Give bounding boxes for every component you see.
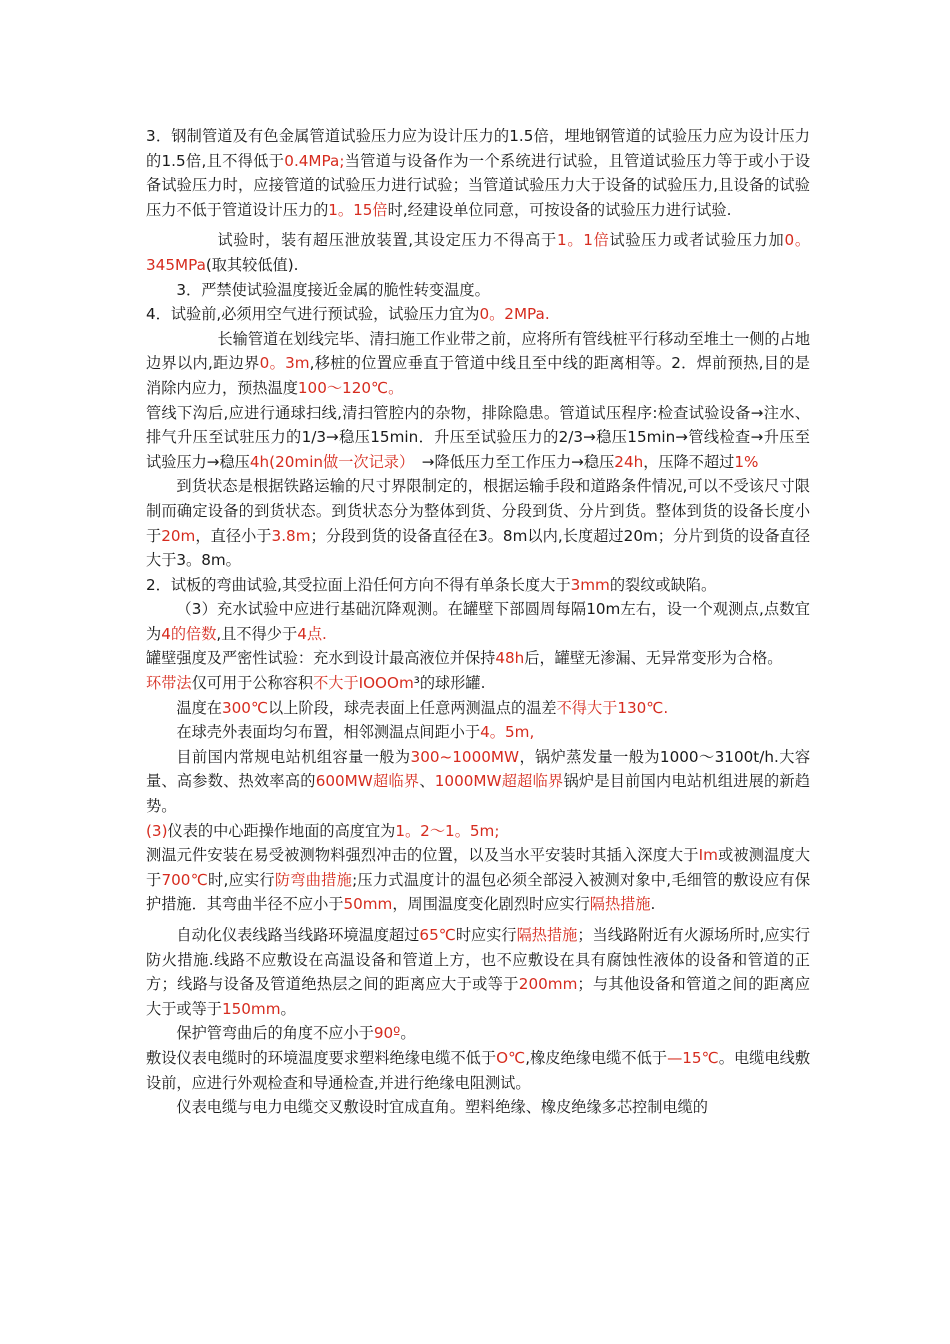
highlighted-text: —15℃ — [667, 1048, 719, 1067]
highlighted-text: 0。3m — [259, 354, 310, 373]
text-run: 试验压力或者试验压力加 — [609, 231, 785, 250]
text-run: ,移桩的位置应垂直于管道中线且至中线的距离相等。2．焊前预热,目的是消除内应力，预热温度 — [146, 354, 810, 397]
highlighted-text: 300~1000MW — [410, 747, 520, 766]
highlighted-text: 隔热措施 — [516, 926, 578, 944]
highlighted-text: 1。1倍 — [556, 231, 610, 250]
highlighted-text: 20m — [161, 526, 196, 545]
text-paragraph — [146, 843, 810, 917]
text-paragraph — [146, 720, 810, 745]
highlighted-text: 4。5m, — [480, 723, 535, 742]
highlighted-text: 24h — [614, 452, 644, 471]
text-run: 保护管弯曲后的角度不应小于 — [176, 1024, 374, 1043]
text-run: 仪表电缆与电力电缆交叉敷设时宜成直角。塑料绝缘、橡皮绝缘多芯控制电缆的 — [176, 1098, 708, 1117]
text-run: 管线下沟后,应进行通球扫线,清扫管腔内的杂物，排除隐患。管道试压程序:检查试验设备→注水、排气升压至试驻压力的1/3→稳压15min．升压至试验压力的2/3→稳压15min→管线检查→升压至试验压力→稳压 — [146, 403, 810, 471]
text-run: 长输管道在划线完毕、清扫施工作业带之前，应将所有管线桩平行移动至堆土一侧的占地边界以内,距边界 — [146, 329, 810, 373]
text-paragraph — [146, 745, 810, 819]
text-paragraph — [146, 696, 810, 721]
highlighted-text: 0.4MPa; — [284, 151, 345, 170]
highlighted-text: 3mm — [570, 575, 610, 594]
text-run: 以上阶段，球壳表面上任意两测温点的温差 — [268, 698, 557, 717]
text-run: 2．试板的弯曲试验,其受拉面上沿任何方向不得有单条长度大于 — [146, 575, 571, 594]
text-paragraph — [146, 327, 810, 401]
text-run: 敷设仪表电缆时的环境温度要求塑料绝缘电缆不低于 — [146, 1048, 497, 1067]
highlighted-text: 3.8m — [271, 526, 311, 545]
text-paragraph — [146, 646, 810, 671]
text-run: 或被测温度大于 — [146, 846, 811, 889]
highlighted-text: (3) — [146, 821, 168, 840]
highlighted-text: 90º — [373, 1024, 401, 1043]
highlighted-text: 0。2MPa. — [479, 305, 550, 324]
text-run: ，周围温度变化剧烈时应实行 — [392, 895, 590, 914]
highlighted-text: 1。15倍 — [328, 200, 388, 219]
text-run: ，压降不超过 — [643, 452, 735, 471]
text-run: →降低压力至工作压力→稳压 — [406, 452, 615, 471]
highlighted-text: 环带法 — [146, 674, 192, 693]
text-paragraph — [146, 1046, 810, 1095]
text-run: 。 — [280, 999, 296, 1018]
text-paragraph — [146, 1021, 810, 1046]
text-paragraph — [146, 597, 810, 646]
highlighted-text: 200mm — [518, 975, 578, 994]
text-run: 时,应实行 — [208, 870, 275, 889]
text-run: 3．严禁使试验温度接近金属的脆性转变温度。 — [176, 280, 490, 299]
text-run: 测温元件安装在易受被测物料强烈冲击的位置，以及当水平安装时其插入深度大于 — [146, 846, 699, 865]
highlighted-text: 隔热措施 — [589, 895, 651, 914]
highlighted-text: 600MW超临界 — [315, 772, 420, 791]
highlighted-text: 100～120℃。 — [297, 378, 404, 397]
text-run: 锅炉是目前国内电站机组进展的新趋势。 — [146, 772, 811, 816]
text-paragraph — [146, 278, 810, 303]
highlighted-text: 1。2～1。5m; — [395, 821, 500, 840]
text-run: ，锅炉蒸发量一般为1000～3100t/h.大容量、高参数、热效率高的 — [146, 747, 811, 791]
text-run: 目前国内常规电站机组容量一般为 — [176, 747, 411, 766]
highlighted-text: 0。345MPa — [146, 231, 811, 274]
highlighted-text: 4h(20min做一次记录） — [249, 452, 407, 471]
highlighted-text: 防弯曲措施 — [274, 870, 353, 889]
text-run: 罐壁强度及严密性试验：充水到设计最高液位并保持 — [146, 649, 496, 668]
text-run: 4．试验前,必须用空气进行预试验，试验压力宜为 — [146, 305, 480, 324]
highlighted-text: 1000MW超超临界 — [434, 772, 564, 791]
text-run: 仪表的中心距操作地面的高度宜为 — [167, 821, 396, 840]
text-run: ；分段到货的设备直径在3。8m以内,长度超过20m；分片到货的设备直径大于3。8m。 — [146, 526, 811, 570]
text-run: ；与其他设备和管道之间的距离应大于或等于 — [146, 975, 811, 1018]
text-run: ³的球形罐. — [413, 674, 486, 693]
text-run: 仅可用于公称容积 — [191, 674, 314, 693]
highlighted-text: 300℃ — [221, 698, 268, 717]
highlighted-text: 4的倍数 — [161, 624, 217, 643]
text-run: 试验时，装有超压泄放装置,其设定压力不得高于 — [217, 231, 557, 250]
text-run: 。 — [400, 1024, 416, 1043]
highlighted-text: 700℃ — [161, 870, 209, 889]
text-run: ,橡皮绝缘电缆不低于 — [525, 1048, 668, 1067]
text-run: ，直径小于 — [195, 526, 272, 545]
text-run: 、 — [419, 772, 435, 791]
highlighted-text: Im — [698, 846, 718, 865]
text-paragraph — [146, 124, 810, 222]
text-run: 温度在 — [176, 698, 222, 717]
text-paragraph — [146, 1095, 810, 1120]
text-run: ,且不得少于 — [216, 624, 298, 643]
highlighted-text: 1% — [734, 452, 759, 471]
text-run: 的裂纹或缺陷。 — [609, 575, 717, 594]
text-run: 在球壳外表面均匀布置，相邻测温点间距小于 — [176, 723, 481, 742]
text-paragraph — [146, 228, 810, 277]
text-run: 时应实行 — [455, 926, 517, 944]
highlighted-text: O℃ — [496, 1048, 526, 1067]
text-run: 时,经建设单位同意，可按设备的试验压力进行试验. — [387, 200, 732, 219]
highlighted-text: 65℃ — [419, 926, 456, 944]
text-run: 到货状态是根据铁路运输的尺寸界限制定的，根据运输手段和道路条件情况,可以不受该尺寸限制而确定设备的到货状态。到货状态分为整体到货、分段到货、分片到货。整体到货的设备长度小于 — [146, 477, 810, 545]
highlighted-text: 48h — [495, 649, 525, 668]
text-run: 自动化仪表线路当线路环境温度超过 — [176, 926, 420, 944]
text-run: 3．钢制管道及有色金属管道试验压力应为设计压力的1.5倍，埋地钢管道的试验压力应为设计压力的1.5倍,且不得低于 — [146, 127, 810, 170]
highlighted-text: 50mm — [343, 895, 393, 914]
text-paragraph — [146, 401, 810, 475]
text-run: （3）充水试验中应进行基础沉降观测。在罐壁下部圆周每隔10m左右，设一个观测点,点数宜为 — [146, 600, 810, 643]
highlighted-text: 150mm — [221, 999, 281, 1018]
text-paragraph — [146, 923, 810, 1021]
text-paragraph — [146, 573, 810, 598]
text-run: ；当线路附近有火源场所时,应实行防火措施.线路不应敷设在高温设备和管道上方，也不应敷设在具有腐蚀性液体的设备和管道的正方；线路与设备及管道绝热层之间的距离应大于或等于 — [146, 926, 811, 994]
text-paragraph — [146, 474, 810, 572]
text-paragraph — [146, 819, 810, 844]
text-run: 后，罐壁无渗漏、无异常变形为合格。 — [524, 649, 783, 668]
document-page — [146, 124, 810, 1120]
text-paragraph — [146, 671, 810, 696]
highlighted-text: 不大于IOOOm — [313, 674, 414, 693]
text-run: (取其较低值). — [205, 255, 299, 274]
highlighted-text: 不得大于130℃. — [556, 698, 669, 717]
text-run: 。电缆电线敷设前，应进行外观检查和导通检查,并进行绝缘电阻测试。 — [146, 1048, 811, 1092]
text-run: ;压力式温度计的温包必须全部浸入被测对象中,毛细管的敷设应有保护措施．其弯曲半径不应小于 — [146, 870, 811, 914]
highlighted-text: 4点. — [297, 624, 327, 643]
text-run: . — [650, 895, 656, 914]
text-run: 当管道与设备作为一个系统进行试验，且管道试验压力等于或小于设备试验压力时，应接管道的试验压力进行试验；当管道试验压力大于设备的试验压力,且设备的试验压力不低于管道设计压力的 — [146, 151, 811, 219]
text-paragraph — [146, 302, 810, 327]
